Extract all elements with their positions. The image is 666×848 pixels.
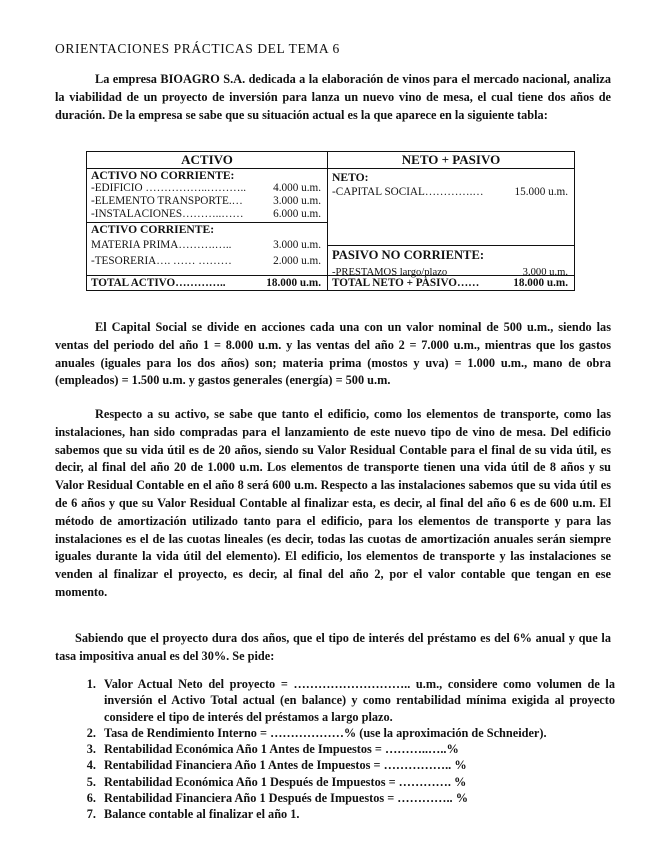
- total-label: TOTAL NETO + PASIVO……: [332, 277, 480, 289]
- capital-paragraph: El Capital Social se divide en acciones cada una con un valor nominal de 500 u.m., siendo las ventas del periodo del año 1 = 8.000 u.m. y las ventas del año 2 = 7.000 u.m., mientras que los gastos anuales (iguales para los dos años) son; materia prima (mostos y uva) = 1.000 u.m., mano de obra (empleados) = 1.500 u.m. y gastos generales (energía) = 500 u.m.: [55, 320, 611, 388]
- row-label: -PRESTAMOS largo/plazo: [332, 267, 448, 278]
- row-value: 6.000 u.m.: [273, 208, 321, 220]
- pasivo-no-corriente-title: PASIVO NO CORRIENTE:: [332, 248, 485, 262]
- neto-block: [328, 171, 574, 199]
- neto-title: NETO:: [332, 171, 369, 184]
- item-text: Rentabilidad Económica Año 1 Después de Impuestos = …………. %: [104, 774, 467, 789]
- page-title: ORIENTACIONES PRÁCTICAS DEL TEMA 6: [55, 41, 340, 56]
- row-value: 3.000 u.m.: [522, 267, 568, 278]
- pasivo-no-corriente-block: [328, 245, 574, 279]
- activo-no-corriente-title: ACTIVO NO CORRIENTE:: [91, 169, 235, 182]
- item-number: 2.: [86, 725, 96, 740]
- total-label: TOTAL ACTIVO…………..: [91, 277, 226, 289]
- item-number: 3.: [86, 742, 96, 757]
- row-label: MATERIA PRIMA……….…..: [91, 239, 232, 251]
- intro-paragraph: La empresa BIOAGRO S.A. dedicada a la elaboración de vinos para el mercado nacional, analiza la viabilidad de un proyecto de inversión para lanza un nuevo vino de mesa, el cual tiene dos años de duración. De la empresa se sabe que su situación actual es la que aparece en la siguiente tabla:: [55, 72, 611, 122]
- item-number: 4.: [86, 758, 96, 773]
- list-item: [70, 774, 615, 790]
- item-number: 7.: [86, 807, 96, 822]
- item-number: 5.: [86, 774, 96, 789]
- list-item: [70, 741, 615, 757]
- balance-row: [87, 195, 327, 208]
- item-number: 1.: [86, 677, 96, 691]
- row-value: 3.000 u.m.: [273, 239, 321, 251]
- sabiendo-paragraph: Sabiendo que el proyecto dura dos años, que el tipo de interés del préstamo es del 6% anual y que la tasa impositiva anual es del 30%. Se pide:: [55, 631, 611, 663]
- balance-row: [87, 255, 327, 268]
- questions-list: [70, 676, 615, 823]
- item-text: Valor Actual Neto del proyecto = ……………………….. u.m., considere como volumen de la inversión el Activo Total actual (en balance) y como rentabilidad mínima exigida al proyecto considere el tipo de interés del préstamos a largo plazo.: [104, 677, 615, 724]
- item-text: Tasa de Rendimiento Interno = ………………% (use la aproximación de Schneider).: [104, 725, 547, 740]
- row-value: 3.000 u.m.: [273, 195, 321, 207]
- activo-paragraph: Respecto a su activo, se sabe que tanto el edificio, como los elementos de transporte, como las instalaciones, han sido compradas para el lanzamiento de este nuevo tipo de vino de mesa. Del edificio sabemos que su vida útil es de 20 años, siendo su Valor Residual Contable para el final de su vida útil, es decir, al final del año 20 de 1.000 u.m. Los elementos de transporte tienen una vida útil de 8 años y su Valor Residual Contable en el año 8 será 600 u.m. Respecto a las instalaciones sabemos que su vida útil es de 6 años y que su Valor Residual Contable al finalizar esta, es decir, al final del año 6 es de 600 u.m. El método de amortización utilizado tanto para el edificio, para los elementos de transporte y para las instalaciones es el de las cuotas lineales (es decir, todas las cuotas de amortización anuales serán siempre iguales durante la vida útil del elemento). El edificio, los elementos de transporte y las instalaciones se venden al finalizar el proyecto, es decir, al final del año 2, por el valor contable que tengan en ese momento.: [55, 407, 611, 599]
- item-text: Balance contable al finalizar el año 1.: [104, 807, 300, 822]
- row-label: -TESORERIA…. …… ………: [91, 255, 232, 267]
- list-item: [70, 725, 615, 741]
- balance-row: [87, 208, 327, 221]
- pasivo-column: [328, 152, 574, 290]
- activo-no-corriente-block: [87, 169, 327, 221]
- row-value: 15.000 u.m.: [514, 186, 568, 198]
- balance-row: [87, 182, 327, 195]
- item-text: Rentabilidad Económica Año 1 Antes de Impuestos = ………..…..%: [104, 742, 459, 757]
- activo-corriente-block: [87, 222, 327, 268]
- row-label: -INSTALACIONES………..……: [91, 208, 244, 220]
- row-label: -ELEMENTO TRANSPORTE.…: [91, 195, 243, 207]
- list-item: [70, 790, 615, 806]
- row-label: -EDIFICIO ……………..………..: [91, 182, 247, 194]
- row-label: -CAPITAL SOCIAL………….…: [332, 186, 484, 198]
- list-item: [70, 676, 615, 725]
- list-item: [70, 757, 615, 773]
- item-number: 6.: [86, 791, 96, 806]
- activo-header: ACTIVO: [87, 152, 327, 169]
- item-text: Rentabilidad Financiera Año 1 Después de Impuestos = ………….. %: [104, 791, 468, 806]
- item-text: Rentabilidad Financiera Año 1 Antes de Impuestos = …………….. %: [104, 758, 467, 773]
- total-value: 18.000 u.m.: [266, 277, 321, 289]
- total-value: 18.000 u.m.: [513, 277, 568, 289]
- row-value: 4.000 u.m.: [273, 182, 321, 194]
- list-item: [70, 806, 615, 822]
- total-activo-row: [87, 275, 327, 290]
- balance-row: [328, 186, 574, 199]
- balance-row: [87, 239, 327, 252]
- total-pasivo-row: [328, 275, 574, 290]
- pasivo-header: NETO + PASIVO: [328, 152, 574, 169]
- balance-table: [86, 151, 575, 291]
- activo-corriente-title: ACTIVO CORRIENTE:: [91, 223, 215, 236]
- row-value: 2.000 u.m.: [273, 255, 321, 267]
- activo-column: [87, 152, 328, 290]
